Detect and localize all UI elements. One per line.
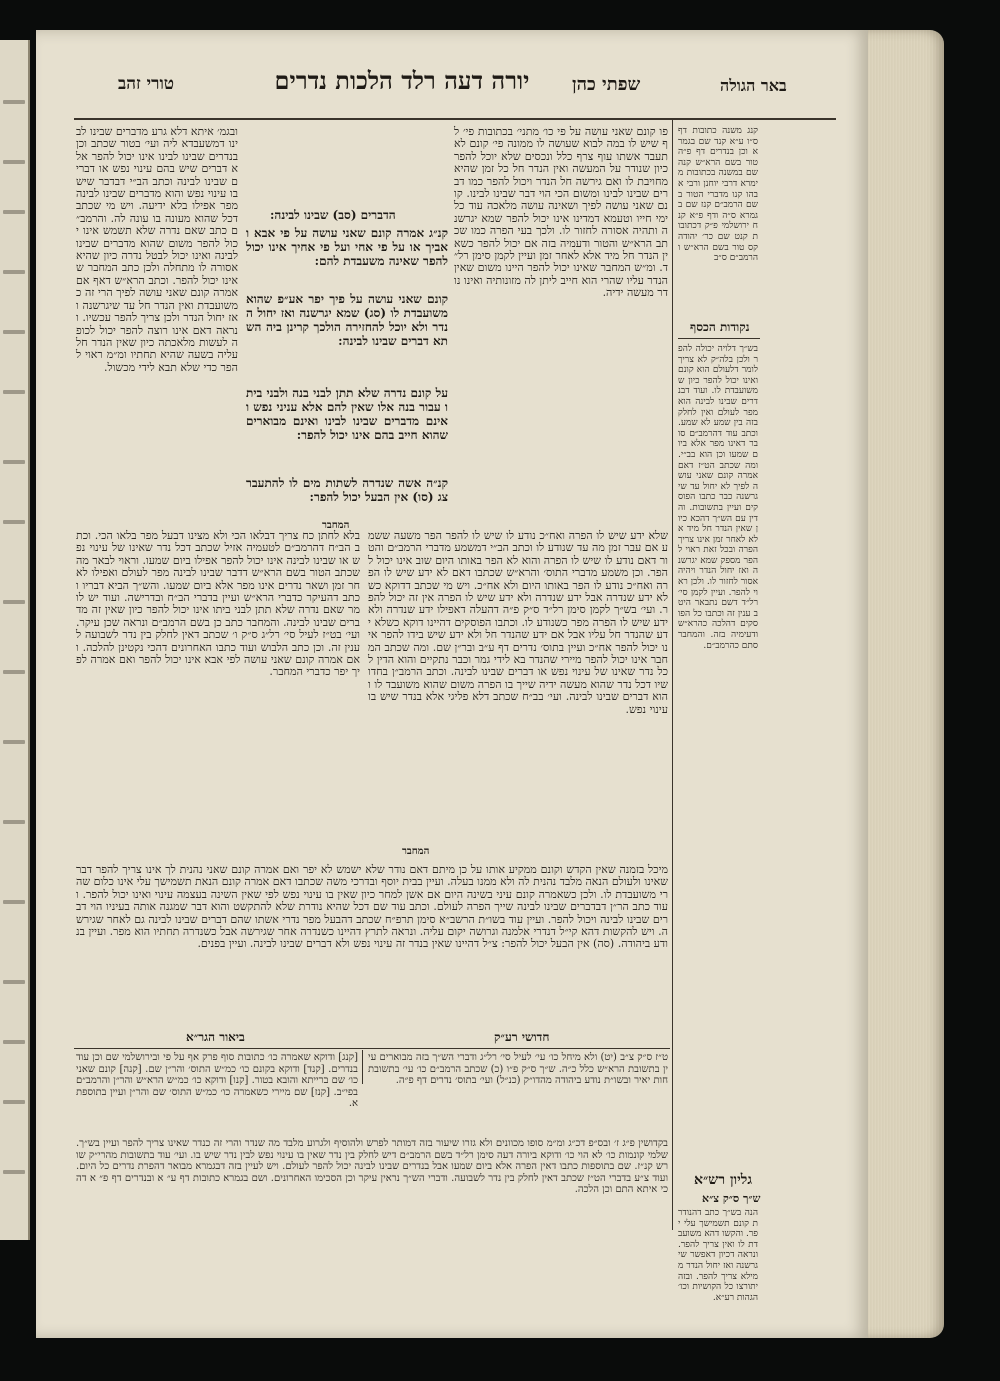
nekudot-hakesef-text: בש״ך דלויה יכולה להפר ולכן בלה״ק לא צריך לומר דלעולם הוא קונם ואינו יכול להפר כיון שמשועבדת לו. ועוד דבנדרים שבינו לבינה הוא מפר לעולם ואין לחלק בזה בין שמע לא שמע. וכתב עוד דהרמב״ם סובר דאינו מפר אלא ביום שמעו וכן הוא בב״י. ומה שכתב הט״ז דאם אמרה קונם שאני עושה לפיך לא יחול עד שיגרשנה כבר כתבו הפוסקים ועיין בתשובות. והדין עם הש״ך דהכא כיון שאין הנדר חל מיד אלא לאחר זמן אינו צריך הפרה ובכל זאת ראוי להפר מספק שמא יגרשנה ואז יחול הנדר ויהיה אסור לחזור לו. ולכן ראוי להפר. ועיין לקמן סי׳ רל״ד דשם נתבאר היטב ענין זה וכתבו כל הפוסקים דהלכה כהרא״ש ודעימיה בזה. והמחבר סתם כהרמב״ם.: [678, 344, 758, 651]
biur-hagra-text: [קנג] ודוקא שאמרה כו׳ כתובות סוף פרק אף על פי ובירושלמי שם וכן עוד בנדרים. [קנד] ודוקא בקונם כו׳ כמ״ש התוס׳ והר״ן שם. [קנה] קונם שאני כו׳ שם ברייתא והובא בטור. [קנו] ודוקא כו׳ כמ״ש הרא״ש והר״ן והרמב״ם בפי״ב. [קנז] שם מיירי כשאמרה כו׳ כמ״ש התוס׳ שם והר״ן ועיין בתוספתא.: [76, 1052, 358, 1110]
seif-124-main-text: קונם שאני עושה על פיך יפר אע״פ שהוא משועבדת לו (סג) שמא יגרשנה ואז יחול הנדר ולא יוכל להחזירה הולכך קרינן ביה השתא דברים שבינו לבינה:: [246, 292, 448, 348]
seif-123-intro: הדברים (סב) שבינו לבינה:: [270, 208, 396, 222]
commentary-end-marker: המחבר: [402, 846, 430, 857]
gilyon-rsha-subheading: ש״ך ס״ק צ״א: [702, 1192, 761, 1205]
seif-125-main-text: על קונם נדרה שלא תתן לבני בנה ולבני ביתו עבור בנה אלו שאין להם אלא עניני נפש ואינם מדברים שבינו לבינו ואינם מבוארים שהוא חייב בהם אינו יכול להפר:: [246, 386, 448, 442]
shach-commentary-top: פו קונם שאני עושה על פי כו׳ מתני׳ בכתובות פי׳ לף שיש לו במה לבוא שעושה לו ממונה פי׳ קונם לא תעבד אשתו עוף צרף כלל ונכסים שלא יוכל להפר כיון שנודר על המעשה ואין הנדר חל כל זמן שהיא מחויבת לו ואם גירשה חל הנדר ויכול להפר כמו דברים שבינו לבינו ומשום הכי הוי דבר שבינו לבינו. קונם שאני עושה לפיך ושאינה עושה מלאכה עוד כל ימי חייו וטעמא דמדינו אינו יכול להפר שמא יגרשנה ותהיה אסורה לחזור לו. ולכך בעי הפרה כמו שכתב הרא״ש והטור ודעמיה בזה אם יכול להפר כשאין הנדר חל מיד אלא לאחר זמן ועיין לקמן סימן רל״ד. ומ״ש המחבר שאינו יכול להפר היינו משום שאין הנדר עליו שהרי הוא חייב ליתן לה מזונותיה ואינו נודר מעשה ידיה.: [454, 125, 668, 300]
gilyon-rsha-heading: גליון רש״א: [694, 1172, 752, 1188]
footer-commentary: בקדושין פ״ג ז׳ ובס״פ דכ״ג ומ״מ סופו מכוונים ולא גזרו שיעור בזה דמותר לפרש ולהוסיף ולגרוע מלבד מה שנדר והרי זה כנדר שאינו צריך להפר ועיין בש״ך. שלמי קונמות כו׳ לא הוי כו׳ ודוקא ביורה דעה סימן רל״ד בשם הרמב״ם דיש לחלק בין נדר שאין בו עינוי נפש לבין נדר שיש בו. ועי׳ עוד בתשובות מהרי״ק שורש קנ״ז. שם בתוספות כתבו דאין הפרה אלא ביום שמעו אבל בנדרים שבינו לבינה יכול להפר לעולם. ויש לעיין בזה דבגמרא מבואר דהפרת נדרים כל היום. ועוד צ״ע בדברי הט״ז שכתב דאין לחלק בין נדר לשבועה. ודברי הש״ך נראין עיקר וכן הסכימו האחרונים. ושם בגמרא כתובות דף ע״ א ובנדרים דף פ״ א דהכי איתא התם וכן הלכה.: [76, 1138, 668, 1196]
book-page-edges: [856, 30, 944, 1338]
margin-column-divider: [672, 120, 673, 1230]
taz-commentary-middle: בלא לחתן כח צריך דבלאו הכי ולא מצינו דבעל מפר בלאו הכי. וכתב הב״ח דהרמב״ם לטעמיה אזיל שכתב דכל נדר שאינו של עינוי נפש או שבינו לבינה אינו יכול להפר אפילו ביום שמעו. וראוי לבאר מה שכתב הטור בשם הרא״ש דדבר שבינו לבינה מפר לעולם ואפילו לאחר זמן ושאר נדרים אינו מפר אלא ביום שמעו. והש״ך הביא דבריו וכתב דהעיקר כדברי הרא״ש ועיין בדברי הב״ח ובדרישה. ועוד יש לומר שאם נדרה שלא תתן לבני ביתו אינו יכול להפר כיון שאין זה מדברים שבינו לבינה. והמחבר כתב כן בשם הרמב״ם ונראה שכן עיקר. ועי׳ בט״ז לעיל סי׳ רל״ג ס״ק ו׳ שכתב דאין לחלק בין נדר לשבועה לענין זה. וכן כתב הלבוש ועוד כתבו האחרונים דהכי נקטינן להלכה. ואם אמרה קונם שאני עושה לפי אבא אינו יכול להפר ואם אמרה לפיך יפר כדברי המחבר.: [76, 529, 360, 679]
bottom-columns-divider: [362, 1050, 363, 1084]
column-heading-beer-golah: באר הגולה: [720, 76, 787, 95]
seif-123-main-text: קנ״ג אמרה קונם שאני עושה על פי אבא ואביך או על פי אחי ועל פי אחיך אינו יכול להפר שאינה משעבדת להם:: [246, 226, 448, 268]
chiddushei-rav-akiva-text: ט״ז ס״ק צ״ב (יט) ולא מיחל כו׳ עי׳ לעיל סי׳ רל״ג ודברי הש״ך בזה מבוארים עיין בתשובת הרא״ש כלל כ״ה. ש״ך ס״ק פ״ו (כ) שכתב הרמב״ם כו׳ עי׳ בתשובת חות יאיר ובשו״ת נודע ביהודה מהדו״ק (כנ״ל) ועי׳ בתוס׳ נדרים דף פ״ה.: [368, 1052, 668, 1087]
beer-golah-text: קנג משנה כתובות דף ס״ו ע״א קנד שם בגמרא וכן בנדרים דף פ״ה טור בשם הרא״ש קנה שם במשנה בכתובות מימרא דרבי יוחנן ורבי אבהו קנו מדברי הטור בשם הרמב״ם קנז שם בגמרא ס״ה ודף פ״א קנח ירושלמי פ״ק דכתובות קנט שם כר׳ יהודה קס טור בשם הרא״ש והרמב״ם ס״ב: [678, 126, 758, 264]
seif-127-main-text: קנ״ה אשה שנדרה לשתות מים לו להתעבר צג (סו) אין הבעל יכול להפר:: [246, 476, 448, 504]
running-title: יורה דעה רלד הלכות נדרים: [274, 66, 530, 95]
gilyon-rsha-text: הנה בש״ך כתב דהנודרת קונם תשמישך עלי יפר. והקשו דהא משועבדת לו ואין צריך להפר. ונראה דכיון דאפשר שיגרשנה ואז יחול הנדר ממילא צריך להפר. ובזה יתורצו כל הקושיות וכו׳ הגהות רע״א.: [678, 1208, 758, 1303]
shach-commentary-middle: שלא ידע שיש לו הפרה ואח״כ נודע לו שיש לו להפר הפר משעה ששמע אם עבר זמן מה עד שנודע לו וכתב הב״י דמשמע מדברי הרמב״ם והטור דאם נודע לו שיש לו הפרה והוא לא הפר באותו היום שוב אינו יכול להפר. וכן משמע מדברי התוס׳ והרא״ש שכתבו דאם לא ידע שיש לו הפרה ואח״כ נודע לו הפר באותו היום ולא אח״כ. ויש מי שכתב דדוקא כשלא ידע שנדרה אבל ידע שנדרה ולא ידע שיש לו הפרה אין זה יכול להפר. ועי׳ בש״ך לקמן סימן רל״ד ס״ק פ״ה דהעלה דאפילו ידע שנדרה ולא ידע שיש לו הפרה מפר כשנודע לו. וכתבו הפוסקים דהיינו דוקא כשלא ידע שהנדר חל עליו אבל אם ידע שהנדר חל ולא ידע שיש בידו להפר אינו יכול להפר אח״כ ועיין בתוס׳ נדרים דף ע״ב ובר״ן שם. ומה שכתב המחבר אינו יכול להפר מיירי שהנדר בא לידי גמר וכבר נתקיים והוא הדין לכל נדר שאינו של עינוי נפש או דברים שבינו לבינה. וכתב הרמב״ן בחדושיו דכל נדר שהוא מעשה ידיה שייך בו הפרה משום שהוא משועבד לו והוא דברים שבינו לבינה. ועי׳ בב״ח שכתב דלא פליגי אלא בנדר שיש בו עינוי נפש.: [368, 529, 668, 716]
column-heading-shach: שפתי כהן: [572, 74, 641, 95]
taz-commentary-top: ובגמ׳ איתא דלא גרע מדברים שבינו לבינו דמשעבדא ליה ועי׳ בטור שכתב וכן בנדרים שבינו לבינו אינו יכול להפר אלא דברים שיש בהם עינוי נפש או דברים שבינו לבינה וכתב הב״י דבדבר שיש בו עינוי נפש והוא מדברים שבינו לבינה מפר אפילו בלא ידיעה. ויש מי שכתב דכל שהוא מעונה בו עונה לה. והרמב״ם כתב שאם נדרה שלא תשמש אינו יכול להפר משום שהוא מדברים שבינו לבינה ואינו יכול לבטל נדרה כיון שהיא אסורה לו מתחלה ולכן כתב המחבר שאינו יכול להפר. וכתב הרא״ש דאף אם אמרה קונם שאני עושה לפיך הרי זה כמשועבדת ואין הנדר חל עד שיגרשנה ואז יחול הנדר ולכן צריך להפר עכשיו. ונראה דאם אינו רוצה להפר יכול לכופה לעשות מלאכתה כיון שאין הנדר חל עליה בשעה שהיא תחתיו ומ״מ ראוי להפר כדי שלא תבא לידי מכשול.: [76, 125, 238, 374]
nekudot-heading-rule: [678, 338, 760, 339]
hamechaber-label: המחבר: [322, 520, 350, 531]
biur-hagra-heading: ביאור הגר״א: [186, 1030, 245, 1044]
nekudot-hakesef-heading: נקודות הכסף: [690, 320, 750, 334]
header-rule: [74, 118, 836, 120]
footnotes-rule: [74, 1048, 670, 1049]
column-heading-taz: טורי זהב: [118, 74, 175, 94]
chiddushei-rav-akiva-heading: חדושי רע״ק: [494, 1030, 550, 1044]
taz-commentary-bottom: מיכל בזמנה שאין הקדש וקונם ממקיע אותו על כן מיתם דאם נודר שלא ישמש לא יפר ואם אמרה קונם שאני נהנית לך אינו צריך להפר דבר שאינו ולעולם הנאה מלבד נהנית לה ולא ממנו בעלה. ועיין בבית יוסף ובדרכי משה שכתבו דאם אמרה קונם הנאת תשמישך עלי אינו כלום שהרי משועבדת לו. ולכן כשאמרה קונם עיני בשינה היום אם אשן למחר כיון שאין בו עינוי נפש לפי שאין השינה בעצמה עינוי ואינו יכול להפר. ועוד כתב הר״ן דבדברים שבינו לבינה שייך הפרה לעולם. וכתב עוד שם דכל שהיא נודרת שלא להתקשט והוא דבר שמגנה אותה בעיניו הוי דברים שבינו לבינה ויכול להפר. ועיין עוד בשו״ת הרשב״א סימן תרפ״ח שכתב דהבעל מפר נדרי אשתו שהם דברים שבינו לבינה גם לאחר שגירשה. ויש להקשות דהא קי״ל דנדרי אלמנה וגרושה יקום עליה. ונראה לתרץ דהיינו כשנדרה אחר שגירשה אבל כשנדרה תחתיו הוא מפר. ועיין בנודע ביהודה. (סה) אין הבעל יכול להפר: צ״ל דהיינו שאין בנדר זה עינוי נפש ולא דברים שבינו לבינה. ועיין בפנים.: [76, 863, 668, 951]
previous-page-edge: [0, 40, 30, 1240]
